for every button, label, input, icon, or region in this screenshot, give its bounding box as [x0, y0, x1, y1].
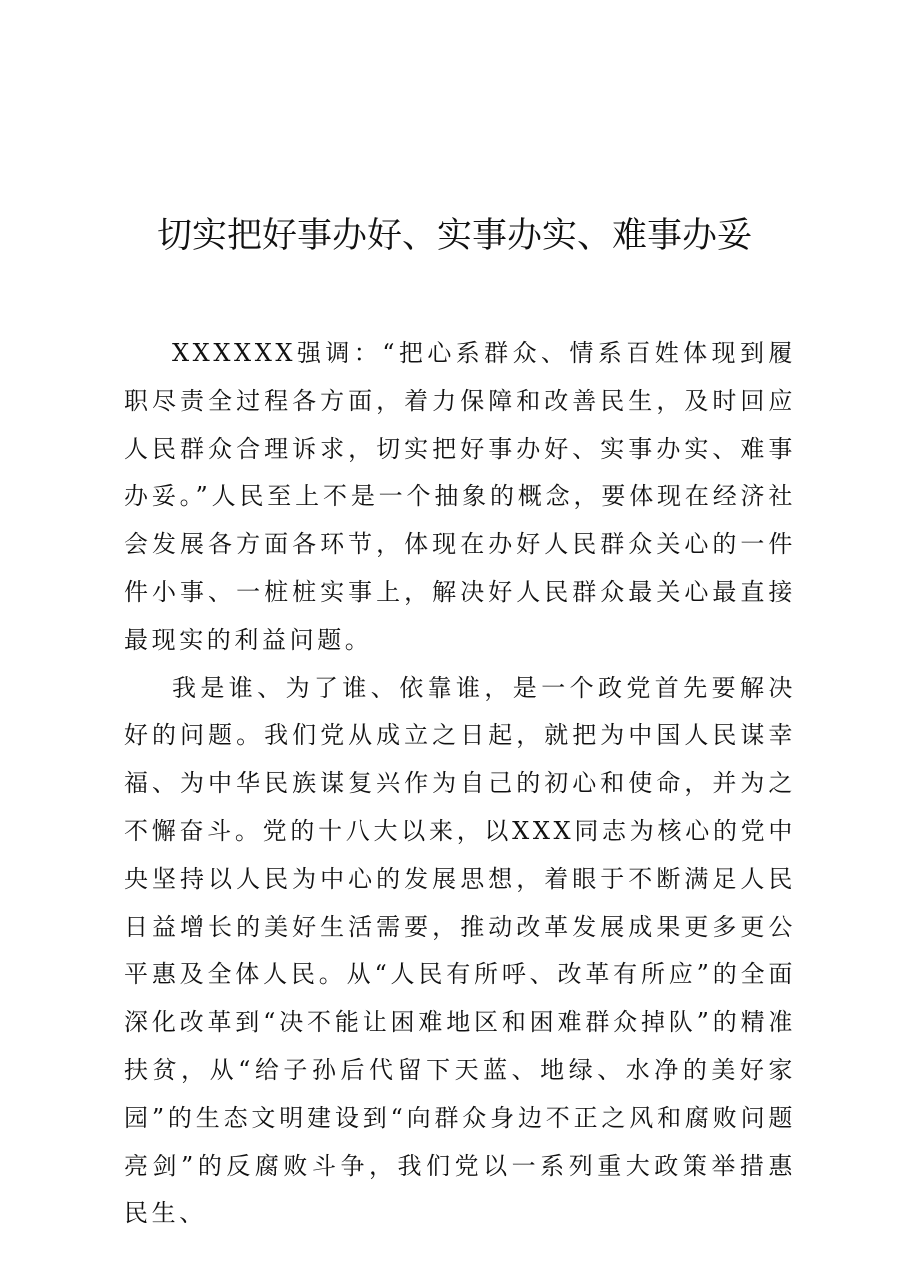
document-title: 切实把好事办好、实事办实、难事办妥: [156, 216, 752, 256]
document-body: [124, 330, 796, 1238]
paragraph-2: 我是谁、为了谁、依靠谁，是一个政党首先要解决好的问题。我们党从成立之日起，就把为中国人民谋幸福、为中华民族谋复兴作为自己的初心和使命，并为之不懈奋斗。党的十八大以来，以XXX同志为核心的党中央坚持以人民为中心的发展思想，着眼于不断满足人民日益增长的美好生活需要，推动改革发展成果更多更公平惠及全体人民。从“人民有所呼、改革有所应”的全面深化改革到“决不能让困难地区和困难群众掉队”的精准扶贫，从“给子孙后代留下天蓝、地绿、水净的美好家园”的生态文明建设到“向群众身边不正之风和腐败问题亮剑”的反腐败斗争，我们党以一系列重大政策举措惠民生、: [124, 673, 796, 1228]
paragraph-1: XXXXXX强调：“把心系群众、情系百姓体现到履职尽责全过程各方面，着力保障和改善民生，及时回应人民群众合理诉求，切实把好事办好、实事办实、难事办妥。”人民至上不是一个抽象的概念，要体现在经济社会发展各方面各环节，体现在办好人民群众关心的一件件小事、一桩桩实事上，解决好人民群众最关心最直接最现实的利益问题。: [124, 339, 796, 654]
